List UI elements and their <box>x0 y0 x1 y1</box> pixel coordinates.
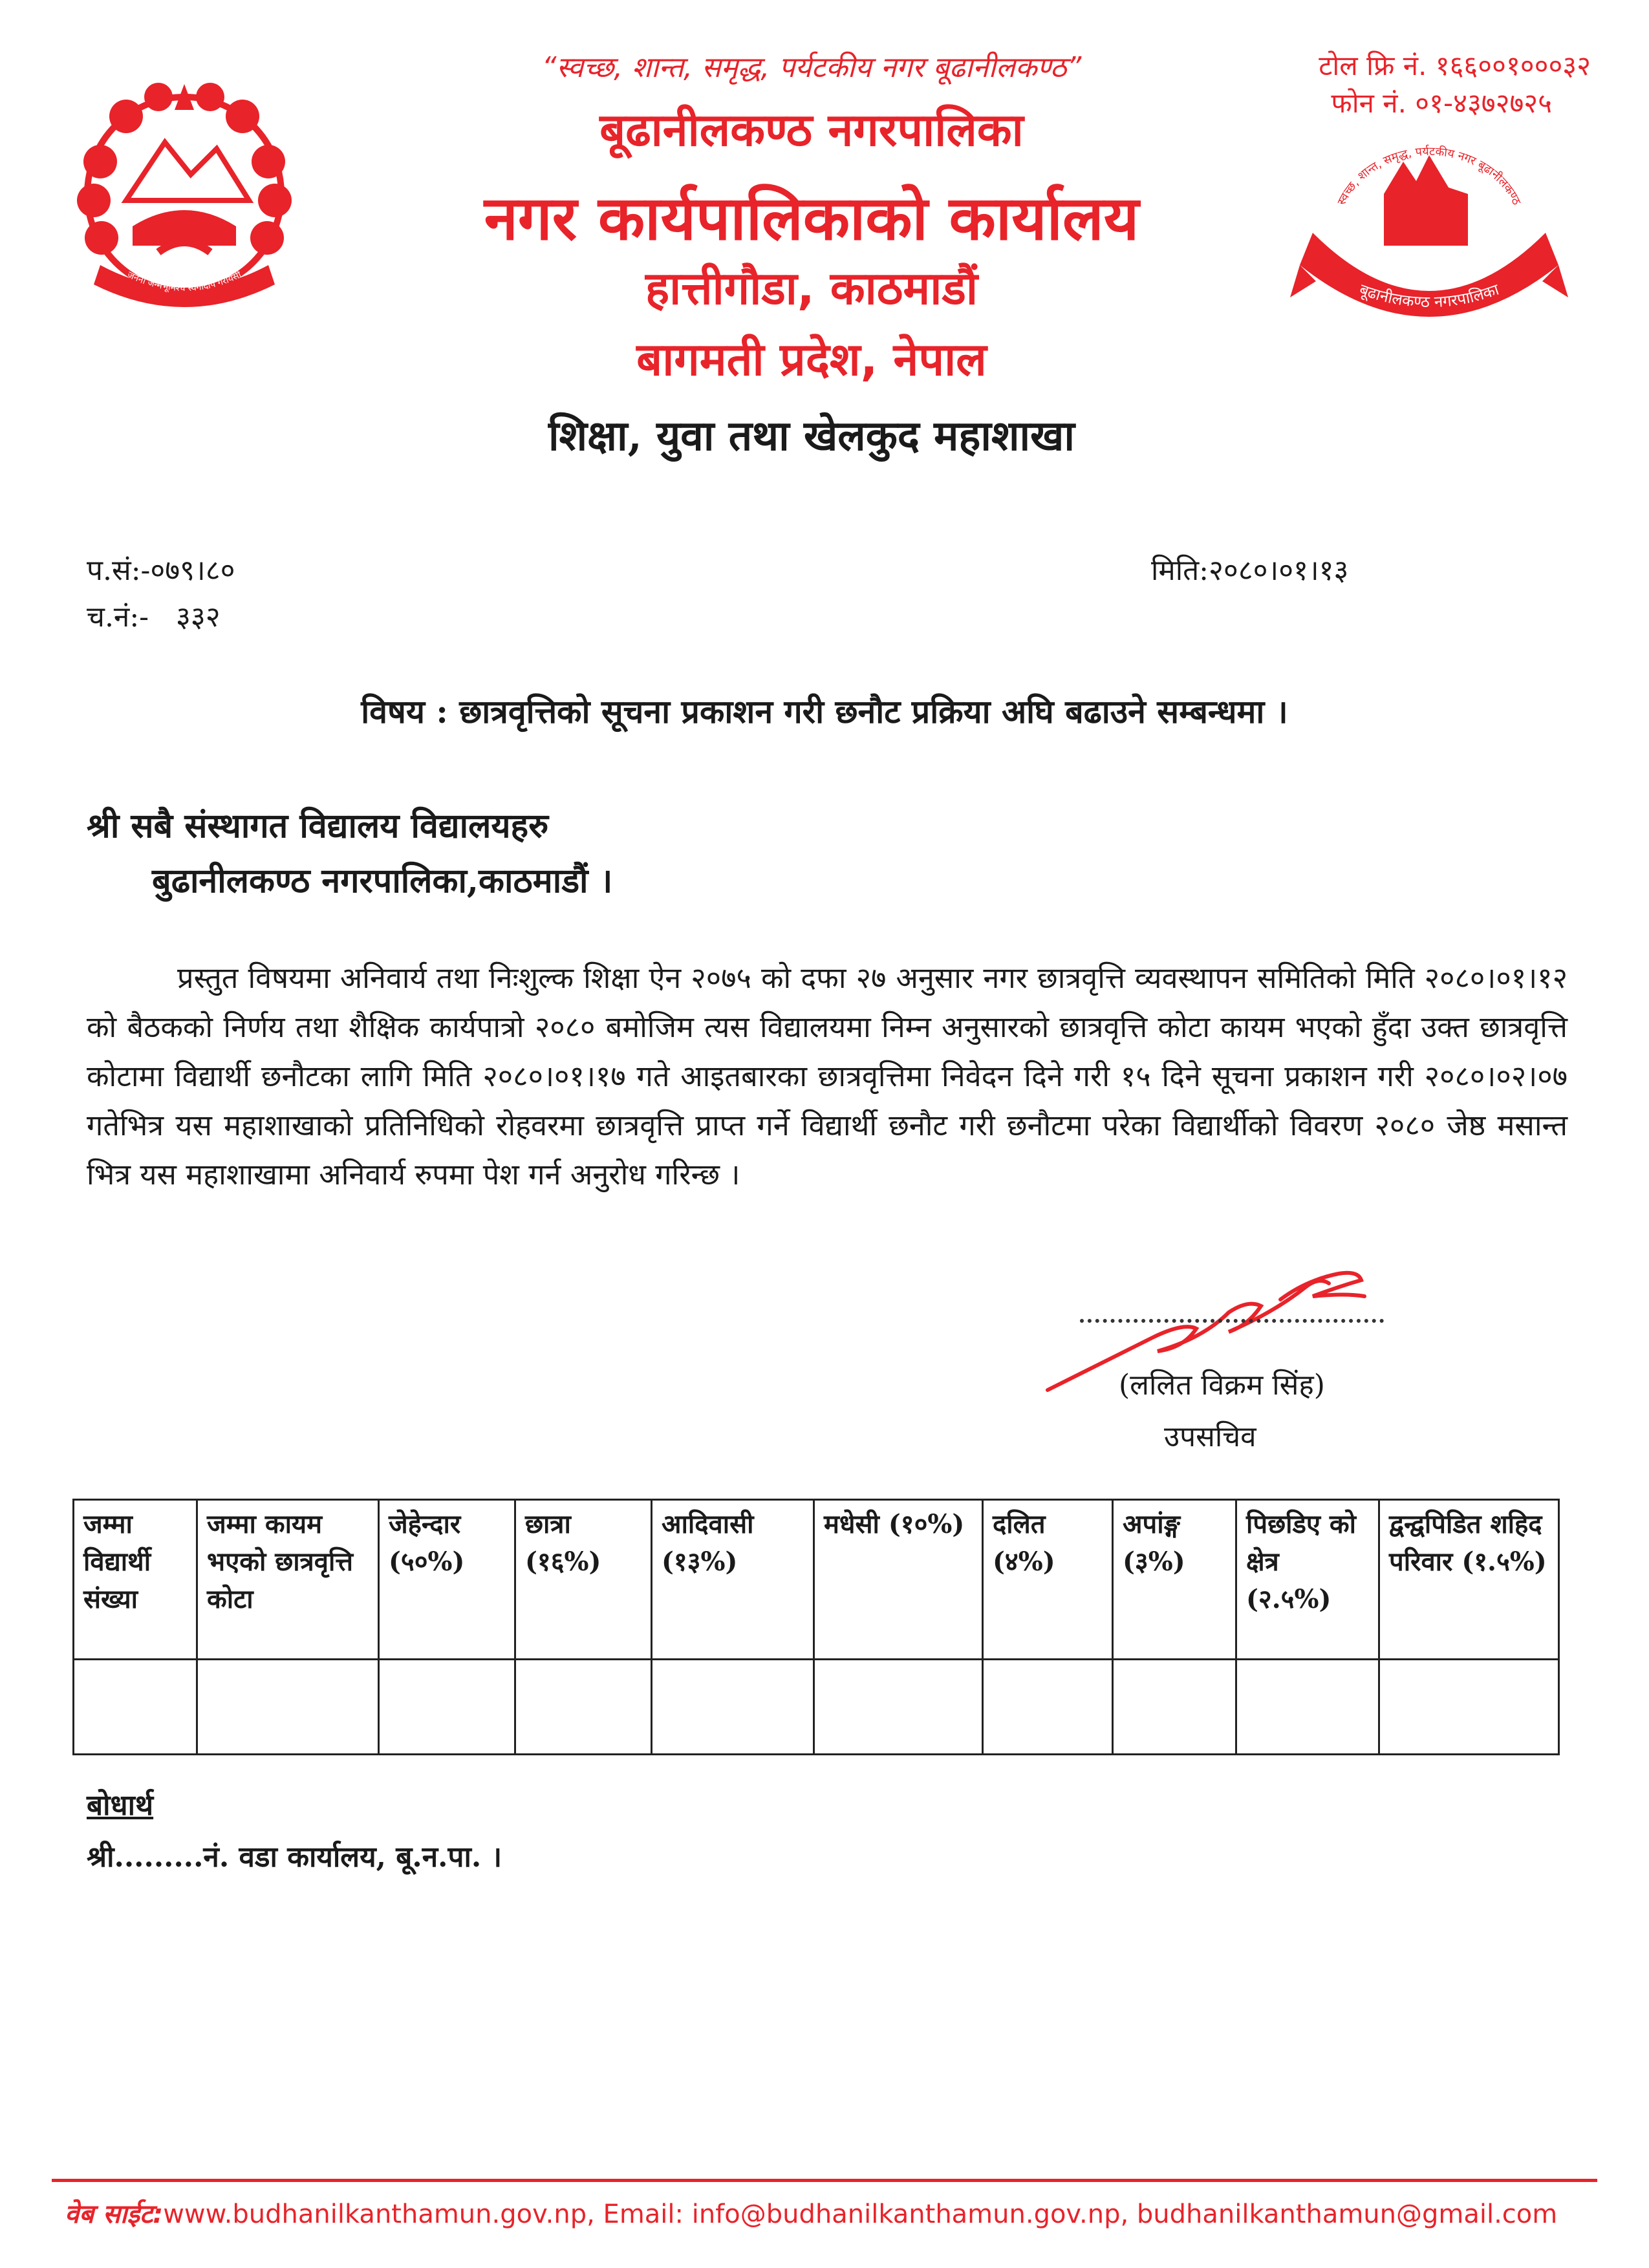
signatory-name: (ललित विक्रम सिंह) <box>1119 1369 1325 1402</box>
column-header: आदिवासी (१३%) <box>652 1500 814 1660</box>
table-cell <box>74 1660 197 1755</box>
emblem-left-text: जननी जन्मभूमिश्च स्वर्गादपि गरीयसी <box>125 270 243 294</box>
branch-name: शिक्षा, युवा तथा खेलकुद महाशाखा <box>548 412 1075 460</box>
table-cell <box>1379 1660 1559 1755</box>
table-cell <box>379 1660 515 1755</box>
column-header: दलित (४%) <box>983 1500 1113 1660</box>
cc-line: श्री.........नं. वडा कार्यालय, बू.न.पा. । <box>87 1841 502 1874</box>
column-header: जेहेन्दार (५०%) <box>379 1500 515 1660</box>
municipality-name: बूढानीलकण्ठ नगरपालिका <box>599 103 1024 156</box>
letter-date: मिति:२०८०।०१।१३ <box>1151 554 1349 587</box>
column-header: जम्मा कायम भएको छात्रवृत्ति कोटा <box>197 1500 379 1660</box>
letter-body: प्रस्तुत विषयमा अनिवार्य तथा निःशुल्क शिक्षा ऐन २०७५ को दफा २७ अनुसार नगर छात्रवृत्ति व्यवस्थापन समितिको मिति २०८०।०१।१२ को बैठकको निर्णय तथा शैक्षिक कार्यपात्रो २०८० बमोजिम त्यस विद्यालयमा निम्न अनुसारको छात्रवृत्ति कोटा कायम भएको हुँदा उक्त छात्रवृत्ति कोटामा विद्यार्थी छनौटका लागि मिति २०८०।०१।१७ गते आइतबारका छात्रवृत्तिमा निवेदन दिने गरी १५ दिने सूचना प्रकाशन गरी २०८०।०२।०७ गतेभित्र यस महाशाखाको प्रतिनिधिको रोहवरमा छात्रवृत्ति प्राप्त गर्ने विद्यार्थी छनौट गरी छनौटमा परेका विद्यार्थीको विवरण २०८० जेष्ठ मसान्त भित्र यस महाशाखामा अनिवार्य रुपमा पेश गर्न अनुरोध गरिन्छ । <box>87 961 1568 1192</box>
phone-number: फोन नं. ०१-४३७२७२५ <box>1331 87 1552 119</box>
toll-free-number: टोल फ्रि नं. १६६००१०००३२ <box>1319 50 1591 81</box>
logo-right-text: बूढानीलकण्ठ नगरपालिका <box>1357 280 1502 312</box>
recipient-line-1: श्री सबै संस्थागत विद्यालय विद्यालयहरु <box>87 806 549 846</box>
table-cell <box>197 1660 379 1755</box>
email-link[interactable]: info@budhanilkanthamun.gov.np <box>691 2199 1121 2229</box>
table-cell <box>814 1660 983 1755</box>
table-cell <box>515 1660 652 1755</box>
municipality-logo-icon <box>1287 136 1571 323</box>
subject-line: विषय : छात्रवृत्तिको सूचना प्रकाशन गरी छनौट प्रक्रिया अघि बढाउने सम्बन्धमा । <box>361 692 1288 731</box>
dispatch-number: च.नं:- ३३२ <box>87 601 221 634</box>
table-cell <box>983 1660 1113 1755</box>
office-name: नगर कार्यपालिकाको कार्यालय <box>484 184 1139 254</box>
column-header: छात्रा (१६%) <box>515 1500 652 1660</box>
website-label: वेब साईट: <box>65 2199 164 2229</box>
column-header: मधेसी (१०%) <box>814 1500 983 1660</box>
column-header: अपांङ्ग (३%) <box>1113 1500 1236 1660</box>
column-header: द्वन्द्वपिडित शहिद परिवार (१.५%) <box>1379 1500 1559 1660</box>
email-link-2[interactable]: , budhanilkanthamun@gmail.com <box>1120 2199 1558 2229</box>
table-cell <box>1236 1660 1379 1755</box>
column-header: जम्मा विद्यार्थी संख्या <box>74 1500 197 1660</box>
website-link[interactable]: www.budhanilkanthamun.gov.np <box>163 2199 587 2229</box>
table-cell <box>1113 1660 1236 1755</box>
letter-number: प.सं:-०७९।८० <box>87 554 235 587</box>
footer-contact <box>65 2195 1557 2231</box>
signatory-title: उपसचिव <box>1164 1420 1256 1453</box>
table-row <box>74 1660 1559 1755</box>
logo-right-arc: स्वच्छ, शान्त, समृद्ध, पर्यटकीय नगर बूढानीलकण्ठ <box>1335 144 1524 208</box>
address-line-1: हात्तीगौडा, काठमाडौं <box>645 262 978 315</box>
nepal-emblem-icon <box>61 71 307 317</box>
signature-line <box>1080 1319 1384 1323</box>
email-label: , Email: <box>587 2199 692 2229</box>
column-header: पिछडिए को क्षेत्र (२.५%) <box>1236 1500 1379 1660</box>
footer-divider <box>52 2179 1597 2182</box>
slogan: “स्वच्छ, शान्त, समृद्ध, पर्यटकीय नगर बूढानीलकण्ठ” <box>541 51 1082 84</box>
address-line-2: बागमती प्रदेश, नेपाल <box>636 333 987 386</box>
recipient-line-2: बुढानीलकण्ठ नगरपालिका,काठमाडौं । <box>152 861 613 901</box>
table-cell <box>652 1660 814 1755</box>
quota-table <box>72 1499 1560 1755</box>
table-header-row <box>74 1500 1559 1660</box>
cc-heading: बोधार्थ <box>87 1789 154 1822</box>
